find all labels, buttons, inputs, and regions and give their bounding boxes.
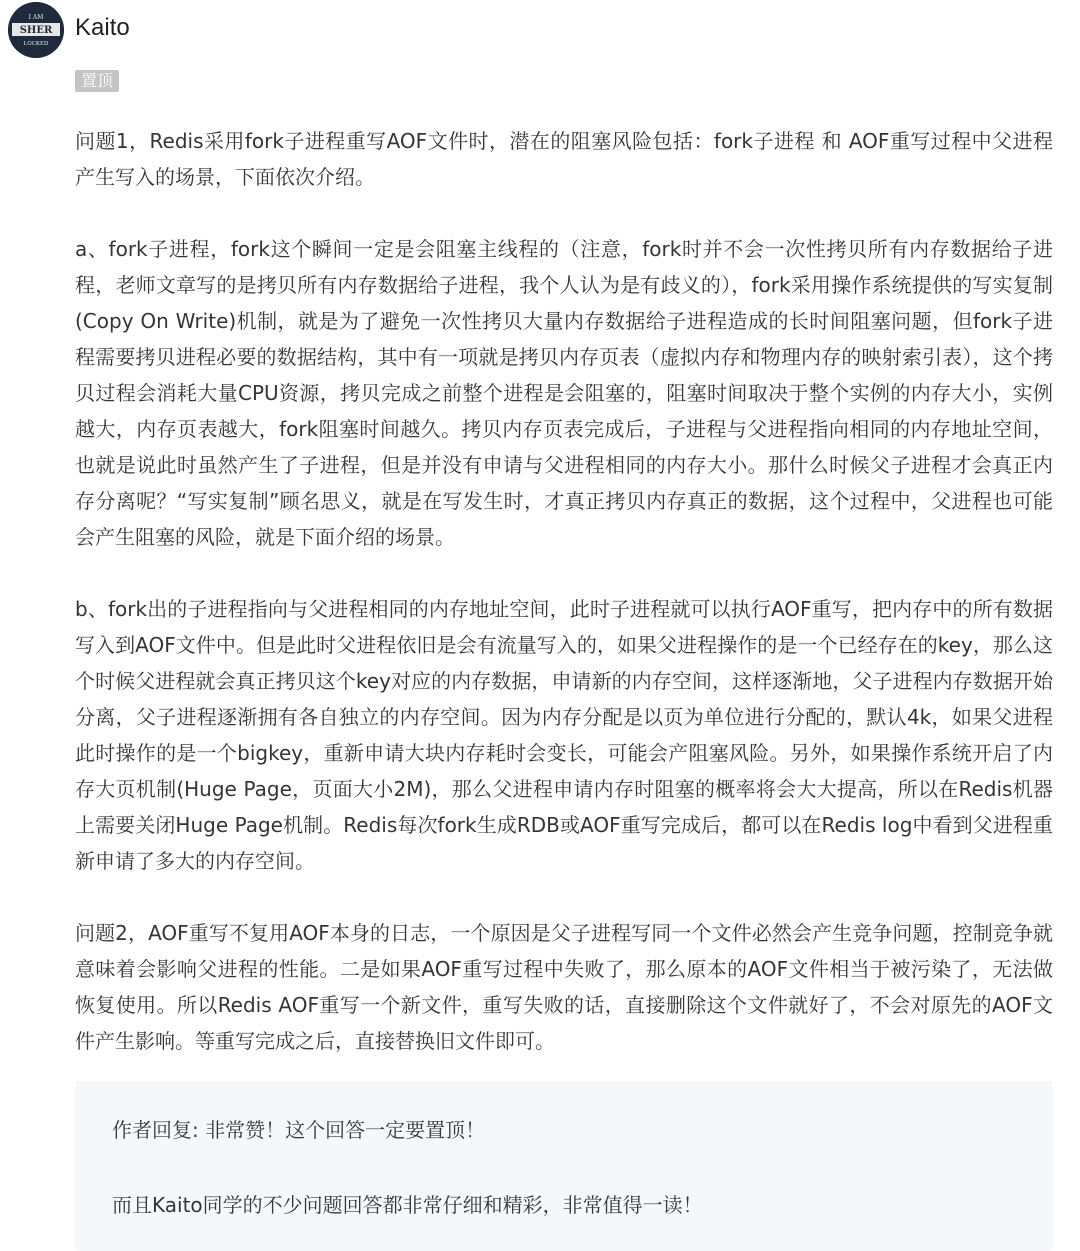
comment-paragraph: a、fork子进程，fork这个瞬间一定是会阻塞主线程的（注意，fork时并不会一次性拷贝所有内存数据给子进程，老师文章写的是拷贝所有内存数据给子进程，我个人认为是有歧义的），fork采用操作系统提供的写实复制(Copy On Write)机制，就是为了避免一次性拷贝大量内存数据给子进程造成的长时间阻塞问题，但fork子进程需要拷贝进程必要的数据结构，其中有一项就是拷贝内存页表（虚拟内存和物理内存的映射索引表），这个拷贝过程会消耗大量CPU资源，拷贝完成之前整个进程是会阻塞的，阻塞时间取决于整个实例的内存大小，实例越大，内存页表越大，fork阻塞时间越久。拷贝内存页表完成后，子进程与父进程指向相同的内存地址空间，也就是说此时虽然产生了子进程，但是并没有申请与父进程相同的内存大小。那什么时候父子进程才会真正内存分离呢？“写实复制”顾名思义，就是在写发生时，才真正拷贝内存真正的数据，这个过程中，父进程也可能会产生阻塞的风险，就是下面介绍的场景。 (75, 237, 1053, 549)
avatar-image (8, 2, 64, 58)
author-reply-box (75, 1081, 1053, 1251)
username[interactable]: Kaito (75, 14, 130, 41)
comment-paragraph: 问题2，AOF重写不复用AOF本身的日志，一个原因是父子进程写同一个文件必然会产生竞争问题，控制竞争就意味着会影响父进程的性能。二是如果AOF重写过程中失败了，那么原本的AOF文件相当于被污染了，无法做恢复使用。所以Redis AOF重写一个新文件，重写失败的话，直接删除这个文件就好了，不会对原先的AOF文件产生影响。等重写完成之后，直接替换旧文件即可。 (75, 921, 1053, 1053)
author-reply-line: 作者回复: 非常赞！这个回答一定要置顶！ (112, 1118, 486, 1142)
pin-badge: 置顶 (75, 70, 119, 92)
avatar-text-top: I AM (28, 14, 44, 21)
avatar-text-bottom: LOCKED (23, 41, 49, 47)
avatar-text-middle: SHER (19, 25, 53, 36)
comment-content (75, 123, 1053, 1095)
comment-paragraph: b、fork出的子进程指向与父进程相同的内存地址空间，此时子进程就可以执行AOF重写，把内存中的所有数据写入到AOF文件中。但是此时父进程依旧是会有流量写入的，如果父进程操作的是一个已经存在的key，那么这个时候父进程就会真正拷贝这个key对应的内存数据，申请新的内存空间，这样逐渐地，父子进程内存数据开始分离，父子进程逐渐拥有各自独立的内存空间。因为内存分配是以页为单位进行分配的，默认4k，如果父进程此时操作的是一个bigkey，重新申请大块内存耗时会变长，可能会产阻塞风险。另外，如果操作系统开启了内存大页机制(Huge Page，页面大小2M)，那么父进程申请内存时阻塞的概率将会大大提高，所以在Redis机器上需要关闭Huge Page机制。Redis每次fork生成RDB或AOF重写完成后，都可以在Redis log中看到父进程重新申请了多大的内存空间。 (75, 597, 1053, 873)
comment-paragraph: 问题1，Redis采用fork子进程重写AOF文件时，潜在的阻塞风险包括：fork子进程 和 AOF重写过程中父进程产生写入的场景，下面依次介绍。 (75, 129, 1053, 189)
avatar[interactable] (8, 2, 64, 58)
author-reply-line: 而且Kaito同学的不少问题回答都非常仔细和精彩，非常值得一读！ (112, 1193, 703, 1217)
